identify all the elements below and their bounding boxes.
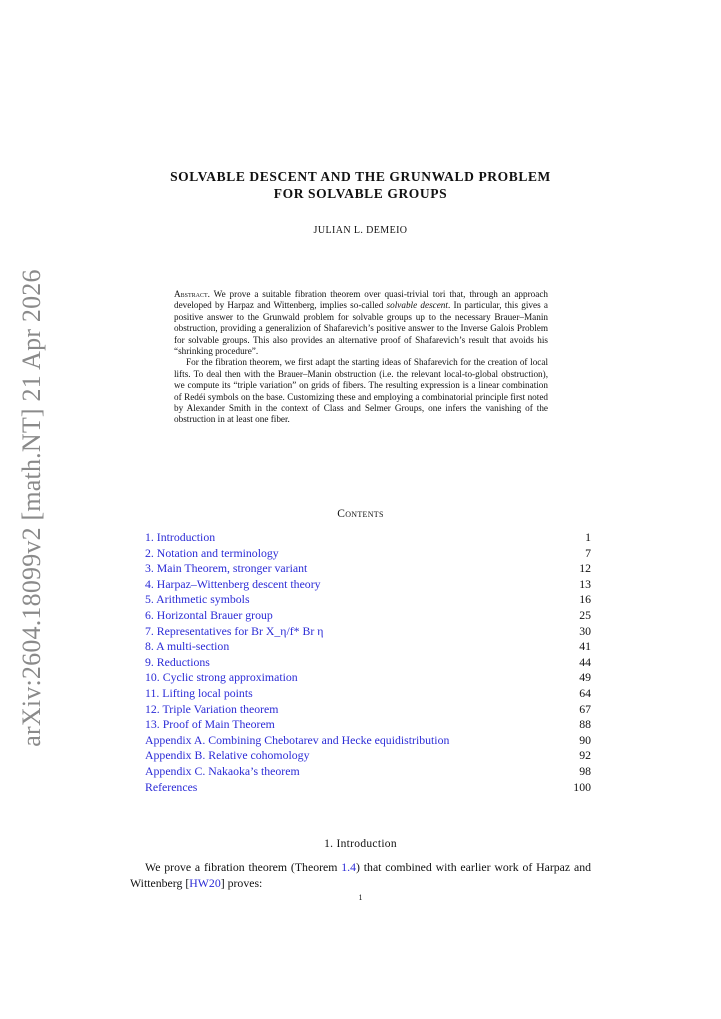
- toc-row: [145, 561, 591, 577]
- toc-link-appendix-a[interactable]: Appendix A. Combining Chebotarev and Hecke equidistribution: [145, 732, 450, 747]
- toc-page-number: 16: [579, 592, 591, 607]
- toc-link-cyclic-strong-approximation[interactable]: 10. Cyclic strong approximation: [145, 670, 298, 685]
- toc-row: [145, 592, 591, 608]
- toc-page-number: 49: [579, 670, 591, 685]
- toc-link-introduction[interactable]: 1. Introduction: [145, 530, 216, 544]
- toc-row: [145, 764, 591, 780]
- toc-page-number: 25: [579, 607, 591, 622]
- author-name: JULIAN L. DEMEIO: [313, 225, 408, 236]
- toc-row: [145, 655, 591, 671]
- abstract-paragraph-2: For the fibration theorem, we first adapt the starting ideas of Shafarevich for the creation of local lifts. To deal then with the Brauer–Manin obstruction (i.e. the relevant local-to-global obstruction), we compute its “triple variation” on grids of fibers. The resulting expression is a linear combination of Redéi symbols on the base. Customizing these and employing a combinatorial principle first noted by Alexander Smith in the context of Class and Selmer Groups, one infers the vanishing of the obstruction in at least one fiber.: [174, 357, 548, 425]
- toc-link-multi-section[interactable]: 8. A multi-section: [145, 639, 230, 654]
- toc-page-number: 1: [585, 530, 591, 544]
- toc-link-appendix-c[interactable]: Appendix C. Nakaoka’s theorem: [145, 763, 300, 778]
- introduction-paragraph: [130, 860, 591, 891]
- toc-link-references[interactable]: References: [145, 779, 198, 794]
- toc-row: [145, 733, 591, 749]
- toc-page-number: 7: [585, 545, 591, 560]
- toc-link-horizontal-brauer[interactable]: 6. Horizontal Brauer group: [145, 607, 273, 622]
- toc-page-number: 41: [579, 639, 591, 654]
- toc-link-appendix-b[interactable]: Appendix B. Relative cohomology: [145, 748, 310, 763]
- toc-row: [145, 530, 591, 546]
- citation-link-hw20[interactable]: HW20: [189, 875, 221, 890]
- toc-link-triple-variation[interactable]: 12. Triple Variation theorem: [145, 701, 279, 716]
- toc-link-lifting-local-points[interactable]: 11. Lifting local points: [145, 685, 253, 700]
- toc-page-number: 92: [579, 748, 591, 763]
- toc-row: [145, 780, 591, 796]
- abstract-text-1b: . In particular, this gives a positive answer to the Grunwald problem for solvable groups up to the necessary Brauer–Manin obstruction, providing a generalizion of Shafarevich’s positive answer to the Inverse Galois Problem for solvable groups. This also provides an alternative proof of Shafarevich’s result that avoids his “shrinking procedure”.: [174, 300, 548, 357]
- toc-row: [145, 546, 591, 562]
- toc-page-number: 44: [579, 654, 591, 669]
- toc-row: [145, 670, 591, 686]
- toc-link-notation[interactable]: 2. Notation and terminology: [145, 545, 279, 560]
- toc-page-number: 30: [579, 623, 591, 638]
- abstract-label: Abstract.: [174, 289, 210, 299]
- toc-page-number: 64: [579, 685, 591, 700]
- toc-row: [145, 639, 591, 655]
- toc-page-number: 12: [579, 561, 591, 576]
- body-text-part-2: ) that combined with earlier work of Harpaz and Wittenberg [: [130, 860, 592, 890]
- toc-row: [145, 686, 591, 702]
- section-heading-introduction: 1. Introduction: [324, 838, 397, 850]
- toc-page-number: 67: [579, 701, 591, 716]
- arxiv-identifier: arXiv:2604.18099v2 [math.NT] 21 Apr 2026: [17, 269, 46, 747]
- toc-page-number: 13: [579, 576, 591, 591]
- abstract: [174, 289, 548, 426]
- contents-heading: Contents: [337, 508, 384, 520]
- toc-page-number: 98: [579, 763, 591, 778]
- toc-link-representatives[interactable]: 7. Representatives for Br X_η/f* Br η: [145, 623, 324, 638]
- toc-link-main-theorem[interactable]: 3. Main Theorem, stronger variant: [145, 561, 308, 576]
- toc-link-descent-theory[interactable]: 4. Harpaz–Wittenberg descent theory: [145, 576, 321, 591]
- toc-page-number: 90: [579, 732, 591, 747]
- paper-title-line-1: SOLVABLE DESCENT AND THE GRUNWALD PROBLEM: [170, 169, 551, 184]
- theorem-reference-link[interactable]: 1.4: [341, 860, 357, 874]
- toc-page-number: 100: [573, 779, 591, 794]
- toc-row: [145, 748, 591, 764]
- table-of-contents: [145, 530, 591, 795]
- abstract-paragraph-1: [174, 289, 548, 357]
- page-number: 1: [358, 893, 363, 902]
- toc-row: [145, 624, 591, 640]
- toc-link-arithmetic-symbols[interactable]: 5. Arithmetic symbols: [145, 592, 250, 607]
- abstract-text-1a: We prove a suitable fibration theorem over quasi-trivial tori that, through an approach developed by Harpaz and Wittenberg, implies so-called: [174, 289, 548, 311]
- body-text-part-1: We prove a fibration theorem (Theorem: [145, 860, 342, 874]
- toc-row: [145, 608, 591, 624]
- body-text-part-3: ] proves:: [220, 875, 263, 890]
- toc-link-proof-main-theorem[interactable]: 13. Proof of Main Theorem: [145, 717, 275, 732]
- toc-row: [145, 577, 591, 593]
- toc-page-number: 88: [579, 717, 591, 732]
- paper-title-line-2: FOR SOLVABLE GROUPS: [273, 186, 448, 201]
- toc-link-reductions[interactable]: 9. Reductions: [145, 654, 210, 669]
- toc-row: [145, 702, 591, 718]
- abstract-emphasis: solvable descent: [386, 300, 448, 311]
- toc-row: [145, 717, 591, 733]
